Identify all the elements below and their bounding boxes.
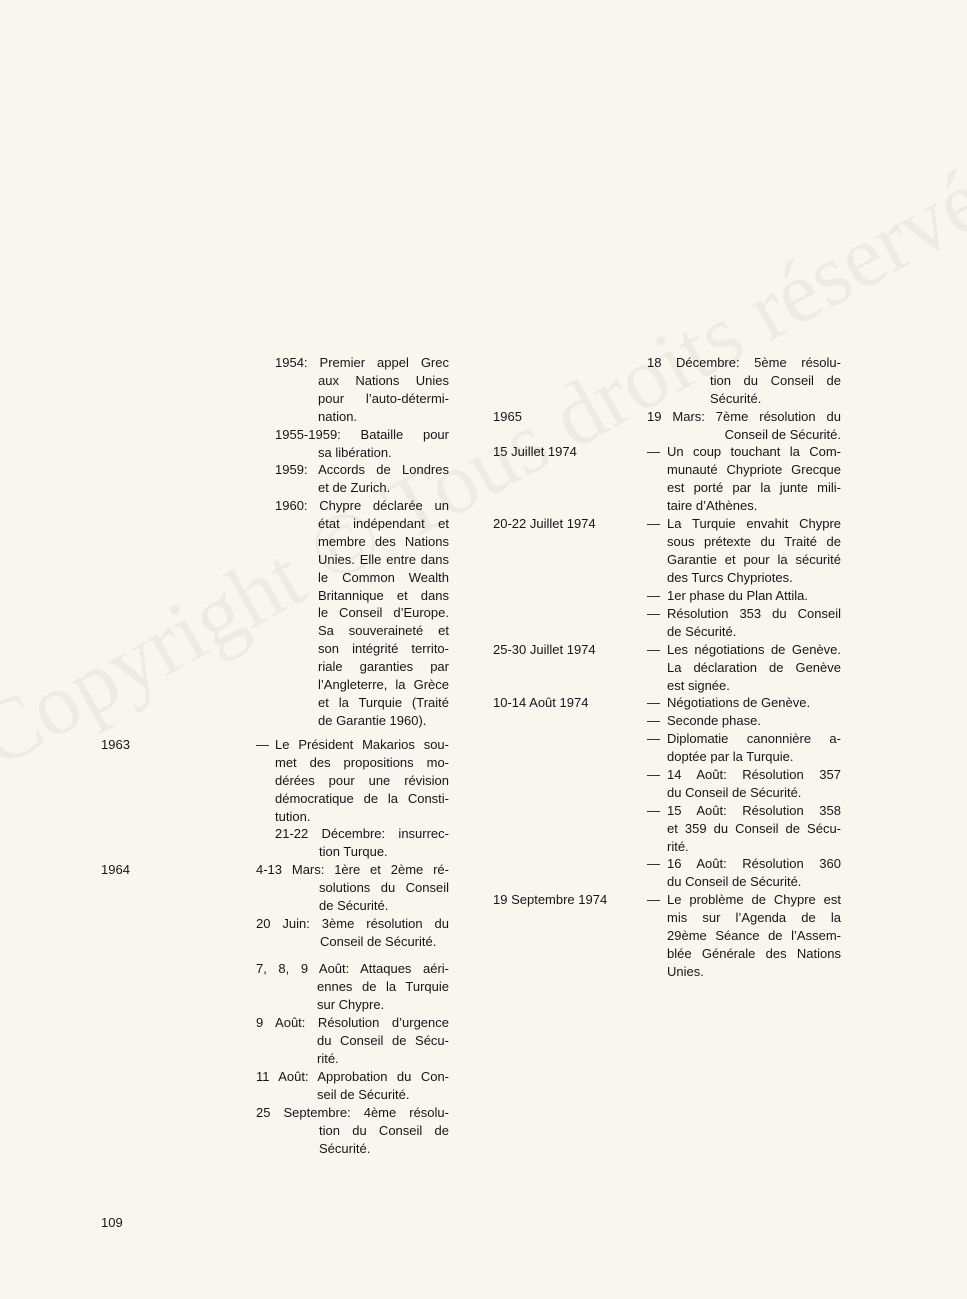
dash-marker: — [647,516,660,531]
dash-marker: — [647,856,660,871]
dash-marker: — [647,642,660,657]
entry-21-22-decembre: 21-22 Décembre: insurrec- tion Turque. [275,826,449,859]
date-25-30-juillet-1974: 25-30 Juillet 1974 [493,642,596,657]
entry-negotiations: Négotiations de Genève. [667,695,811,710]
page-number: 109 [101,1215,123,1230]
entry-25-septembre: 25 Septembre: 4ème résolu- tion du Conseil de Sécurité. [256,1105,449,1156]
entry-7-8-9-aout: 7, 8, 9 Août: Attaques aéri- ennes de la Turquie sur Chypre. [256,961,449,1012]
date-20-22-juillet-1974: 20-22 Juillet 1974 [493,516,596,531]
entry-18-decembre: 18 Décembre: 5ème résolu- tion du Conseil de Sécurité. [647,355,841,406]
dash-marker: — [647,731,660,746]
entry-agenda: Le problème de Chypre est mis sur l’Agenda de la 29ème Séance de l’Assem- blée Générale des Nations Unies. [667,892,841,979]
year-1965: 1965 [493,409,522,424]
entry-11-aout: 11 Août: Approbation du Con- seil de Sécurité. [256,1069,449,1102]
dash-marker: — [256,737,269,752]
date-15-juillet-1974: 15 Juillet 1974 [493,444,577,459]
entry-1960: 1960: Chypre déclarée un état indépendant et membre des Nations Unies. Elle entre dans le Common Wealth Britannique et dans le Conseil d’Europe. Sa souveraineté et son intégrité territo- riale garanties par l’Angleterre, la Grèce et la Turquie (Traité de Garantie 1960). [275,498,449,728]
entry-1955-1959: 1955-1959: Bataille pour sa libération. [275,427,449,460]
entry-15-aout: 15 Août: Résolution 358 et 359 du Conseil de Sécu- rité. [667,803,841,854]
entry-1954: 1954: Premier appel Grec aux Nations Unies pour l’auto-détermi- nation. [275,355,449,424]
entry-makarios: Le Président Makarios sou- met des propositions mo- dérées pour une révision démocratique de la Consti- tution. [275,737,449,824]
date-19-septembre-1974: 19 Septembre 1974 [493,892,608,907]
dash-marker: — [647,695,660,710]
entry-diplomatie: Diplomatie canonnière a- doptée par la Turquie. [667,731,841,764]
entry-geneve: Les négotiations de Genève. La déclaration de Genève est signée. [667,642,841,693]
dash-marker: — [647,606,660,621]
dash-marker: — [647,444,660,459]
entry-1959: 1959: Accords de Londres et de Zurich. [275,462,449,495]
entry-coup: Un coup touchant la Com- munauté Chypriote Grecque est porté par la junte mili- taire d’Athènes. [667,444,841,513]
year-1963: 1963 [101,737,130,752]
dash-marker: — [647,713,660,728]
dash-marker: — [647,803,660,818]
dash-marker: — [647,767,660,782]
entry-invasion: La Turquie envahit Chypre sous prétexte du Traité de Garantie et pour la sécurité des Turcs Chypriotes. [667,516,841,585]
entry-16-aout: 16 Août: Résolution 360 du Conseil de Sécurité. [667,856,841,889]
entry-19-mars: 19 Mars: 7ème résolution du Conseil de Sécurité. [647,409,841,442]
entry-20-juin: 20 Juin: 3ème résolution du Conseil de Sécurité. [256,916,449,949]
dash-marker: — [647,588,660,603]
entry-attila: 1er phase du Plan Attila. [667,588,808,603]
entry-9-aout: 9 Août: Résolution d’urgence du Conseil de Sécu- rité. [256,1015,449,1066]
entry-resolution-353: Résolution 353 du Conseil de Sécurité. [667,606,841,639]
entry-4-13-mars: 4-13 Mars: 1ère et 2ème ré- solutions du Conseil de Sécurité. [256,862,449,913]
dash-marker: — [647,892,660,907]
year-1964: 1964 [101,862,130,877]
entry-seconde-phase: Seconde phase. [667,713,761,728]
date-10-14-aout-1974: 10-14 Août 1974 [493,695,589,710]
entry-14-aout: 14 Août: Résolution 357 du Conseil de Sécurité. [667,767,841,800]
